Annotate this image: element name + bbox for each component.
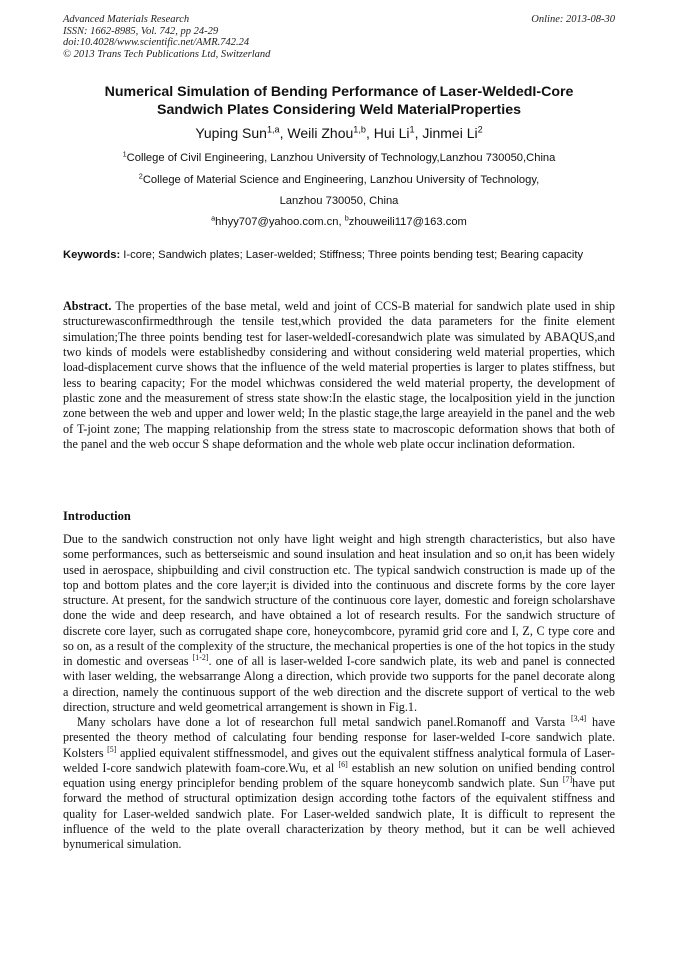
abstract-text: The properties of the base metal, weld and joint of CCS-B material for sandwich plate used in ship structurewasconfirmedthrough the tensile test,which provided the data parameters for the finite element simulation;The three points bending test for laser-weldedI-coresandwich plate was simulated by ABAQUS,and two kinds of models were establishedby considering and without considering weld material properties, which load-displacement curve shows that the influence of the weld material properties is larger to plates stiffness, but less to bearing capacity; For the model whichwas considered the weld material property, the development of plastic zone and the measurement of stress state show:In the elastic stage, the localposition yield in the junction zone between the web and upper and lower weld; In the plastic stage,the large areayield in the panel and the web of T-joint zone; The mapping relationship from the stress state to macroscopic deformation shows that both of the panel and the web occur S shape deformation and the whole web plate occur inclination deformation.: [63, 299, 615, 452]
citation: [3,4]: [570, 713, 587, 723]
citation: [7]: [562, 774, 573, 784]
aff2-sup: 2: [138, 171, 143, 181]
intro-paragraph-1: [63, 532, 615, 715]
author-sep: ,: [365, 125, 374, 141]
aff2-text-line1: College of Material Science and Engineering, Lanzhou University of Technology,: [142, 174, 540, 186]
aff1-text: College of Civil Engineering, Lanzhou University of Technology,Lanzhou 730050,China: [126, 152, 556, 164]
email-b-sup: b: [344, 213, 349, 223]
intro-p2-text-b: have presented the theory method of calculating four bending response for laser-welded I-core sandwich plate. Kolsters: [63, 715, 615, 760]
intro-p2-text: Many scholars have done a lot of researchon full metal sandwich panel.Romanoff and Varsta: [77, 715, 571, 729]
email-b: zhouweili117@163.com: [348, 216, 467, 228]
introduction-body: [63, 532, 615, 852]
journal-name: Advanced Materials Research: [63, 14, 190, 25]
online-date: Online: 2013-08-30: [531, 14, 615, 25]
issn-line: ISSN: 1662-8985, Vol. 742, pp 24-29: [63, 25, 219, 37]
affiliation-1: [63, 151, 615, 165]
affiliation-2-line-2: Lanzhou 730050, China: [279, 195, 399, 207]
author-sup: 1: [409, 124, 415, 135]
intro-p1-text-cont: . one of all is laser-welded I-core sandwich plate, its web and panel is connected with laser welding, the websarrange Along a direction, which provide two supports for the panel decorate along a direction, namely the continuous support of the web direction and the discrete support of vertical to the web direction, structure and weld geometrical arrangement is shown in Fig.1.: [63, 654, 615, 714]
citation: [1-2]: [192, 652, 209, 662]
author-sep: ,: [414, 125, 423, 141]
aff1-sup: 1: [122, 149, 127, 159]
intro-p1-text: Due to the sandwich construction not only have light weight and high strength characteristics, but also have some performances, such as betterseismic and sound insulation and heat insulation and so on,it has been widely used in aerospace, shipbuilding and civil construction etc. The typical sandwich construction is made up of the top and bottom plates and the core layer;it is divided into the continuous and discrete forms by the core layer structure. At present, for the sandwich structure of the continuous core layer, domestic and foreign scholarshave done the wide and deep research, and have obtained a lot of research results. For the sandwich structure of discrete core layer, such as corrugated shape core, honeycombcore, pyramid grid core and I, Z, C type core and so on, as a result of the complexity of the structure, the mechanical properties is one of the hot topics in the study in domestic and overseas: [63, 532, 615, 668]
abstract-label: Abstract.: [63, 299, 112, 313]
title-line-2: Sandwich Plates Considering Weld MaterialProperties: [157, 102, 521, 118]
citation: [6]: [338, 759, 348, 769]
keywords-label: Keywords:: [63, 249, 121, 261]
keywords: [63, 249, 615, 263]
keywords-text: I-core; Sandwich plates; Laser-welded; Stiffness; Three points bending test; Bearing capacity: [120, 249, 584, 261]
intro-p2-text-e: have put forward the method of structural optimization design according tothe factors of the equivalent stiffness and quality for Laser-welded sandwich plate. For Laser-welded sandwich plate, It is difficult to represent the influence of the weld to the plate overall characterization by theory method, but it can be well achieved bynumerical simulation.: [63, 776, 615, 851]
author-sup: 2: [477, 124, 483, 135]
intro-p2-text-d: establish an new solution on unified bending control equation using energy principlefor bending problem of the square honeycomb sandwich plate. Sun: [63, 760, 616, 790]
author-name: Hui Li: [373, 125, 410, 141]
author-name: Weili Zhou: [287, 125, 354, 141]
copyright-line: © 2013 Trans Tech Publications Ltd, Switzerland: [63, 48, 271, 60]
author-list: [63, 123, 615, 143]
intro-p2-text-c: applied equivalent stiffnessmodel, and gives out the equivalent stiffness analytical formula of Laser-welded I-core sandwich platewith foam-core.Wu, et al: [63, 745, 615, 775]
author-name: Jinmei Li: [422, 125, 478, 141]
email-a: hhyy707@yahoo.com.cn,: [215, 216, 345, 228]
author-sep: ,: [279, 125, 288, 141]
author-sup: 1,b: [353, 124, 366, 135]
affiliation-2: [63, 173, 615, 187]
paper-title: [63, 83, 615, 119]
title-line-1: Numerical Simulation of Bending Performance of Laser-WeldedI-Core: [104, 84, 574, 100]
citation: [5]: [107, 744, 117, 754]
introduction-heading: Introduction: [63, 509, 131, 523]
intro-paragraph-2: [63, 715, 615, 852]
journal-header: [63, 14, 615, 60]
email-a-sup: a: [211, 213, 216, 223]
emails: [63, 215, 615, 229]
author-sup: 1,a: [266, 124, 280, 135]
author-name: Yuping Sun: [195, 125, 267, 141]
doi-line: doi:10.4028/www.scientific.net/AMR.742.24: [63, 37, 250, 49]
abstract: [63, 299, 615, 452]
